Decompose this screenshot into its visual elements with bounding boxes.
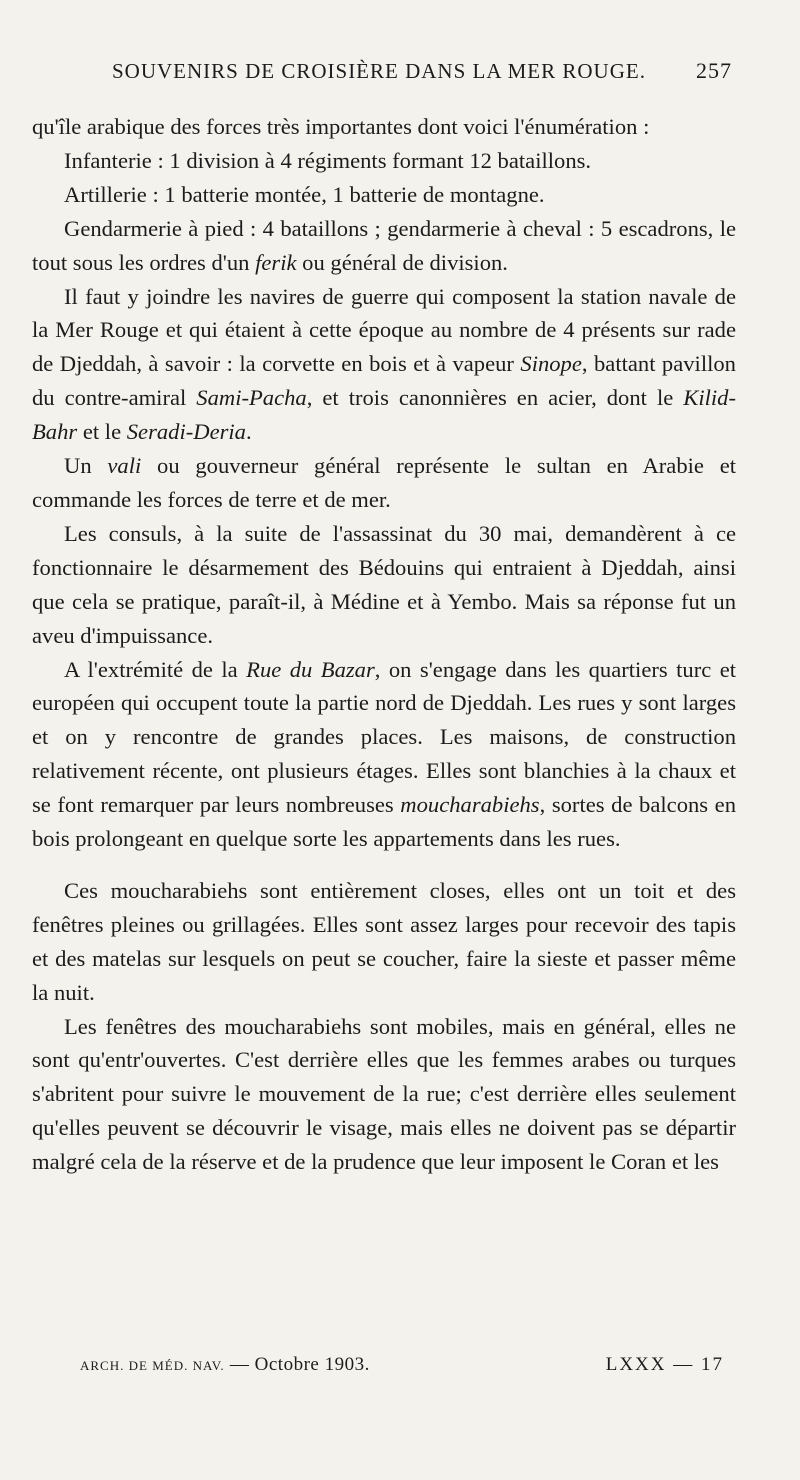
paragraph-windows [32,1010,736,1180]
quarters-text-c: , sortes de balcons en bois prolongeant en quelque sorte les appartements dans les rues. [32,792,736,852]
artillery-text: Artillerie : 1 batterie montée, 1 batterie de montagne. [64,181,545,207]
journal-dash: — [224,1354,255,1375]
rue-du-bazar-italic: Rue du Bazar [246,656,375,682]
page-number: 257 [696,58,732,83]
windows-text: Les fenêtres des moucharabiehs sont mobiles, mais en général, elles ne sont qu'entr'ouvertes. C'est derrière elles que les femmes arabes ou turques s'abritent pour suivre le mouvement de la rue; c'est derrière elles seulement qu'elles peuvent se découvrir le visage, mais elles ne doivent pas se départir malgré cela de la réserve et de la prudence que leur imposent le Coran et les [32,1013,736,1175]
vali-text-a: Un [64,453,108,479]
consuls-text: Les consuls, à la suite de l'assassinat du 30 mai, demandèrent à ce fonctionnaire le désarmement des Bédouins qui entraient à Djeddah, ainsi que cela se pratique, paraît-il, à Médine et à Yembo. Mais sa réponse fut un aveu d'impuissance. [32,520,736,648]
moucharabiehs-text: Ces moucharabiehs sont entièrement closes, elles ont un toit et des fenêtres pleines ou grillagées. Elles sont assez larges pour recevoir des tapis et des matelas sur lesquels on peut se coucher, faire la sieste et passer même la nuit. [32,877,736,1005]
quarters-text-b: , on s'engage dans les quartiers turc et européen qui occupent toute la partie nord de Djeddah. Les rues y sont larges et on y rencontre de grandes places. Les maisons, de construction relativement récente, ont plusieurs étages. Elles sont blanchies à la chaux et se font remarquer par leurs nombreuses [32,656,737,818]
kilid-bahr-italic: Kilid-Bahr [32,385,736,445]
journal-citation [80,1354,370,1376]
running-header [112,58,732,84]
paragraph-consuls [32,517,736,653]
paragraph-vali [32,449,736,517]
moucharabiehs-italic: moucharabiehs [400,792,540,818]
paragraph-infantry [32,144,736,178]
navy-text-e: . [245,419,252,445]
navy-text-c: , et trois canonnières en acier, dont le [306,385,684,411]
paragraph-navy [32,280,736,450]
paragraph-gendarmerie [32,212,736,280]
ferik-italic: ferik [255,249,297,275]
body-text [32,110,736,1179]
sami-pacha-italic: Sami-Pacha [196,385,307,411]
navy-text-a: Il faut y joindre les navires de guerre qui composent la station navale de la Mer Rouge et qui étaient à cette époque au nombre de 4 présents sur rade de Djeddah, à savoir : la corvette en bois et à vapeur [32,283,736,377]
gendarmerie-text-b: ou général de division. [296,249,508,275]
vali-text-b: ou gouverneur général représente le sultan en Arabie et commande les forces de terre et de mer. [32,453,736,512]
paragraph-1 [32,110,736,144]
journal-month: Octobre 1903. [254,1354,370,1375]
running-title: SOUVENIRS DE CROISIÈRE DANS LA MER ROUGE. [112,59,646,83]
vali-italic: vali [107,453,142,479]
navy-text-d: et le [77,419,127,445]
seradi-deria-italic: Seradi-Deria [126,419,246,445]
paragraph-artillery [32,178,736,212]
signature-mark: LXXX — 17 [605,1354,724,1375]
paragraph-moucharabiehs [32,874,736,1010]
journal-name: DE MÉD. NAV. [128,1358,225,1373]
paragraph-1-text: qu'île arabique des forces très importantes dont voici l'énumération : [32,114,650,139]
journal-abbr: ARCH. [80,1358,125,1373]
paragraph-quarters [32,653,736,856]
page-footer [80,1354,724,1376]
sinope-italic: Sinope [520,351,582,377]
gendarmerie-text-a: Gendarmerie à pied : 4 bataillons ; gendarmerie à cheval : 5 escadrons, le tout sous les ordres d'un [32,215,736,275]
quarters-text-a: A l'extrémité de la [64,656,247,682]
navy-text-b: , battant pavillon du contre-amiral [32,351,736,411]
infantry-text: Infanterie : 1 division à 4 régiments formant 12 bataillons. [64,147,592,173]
